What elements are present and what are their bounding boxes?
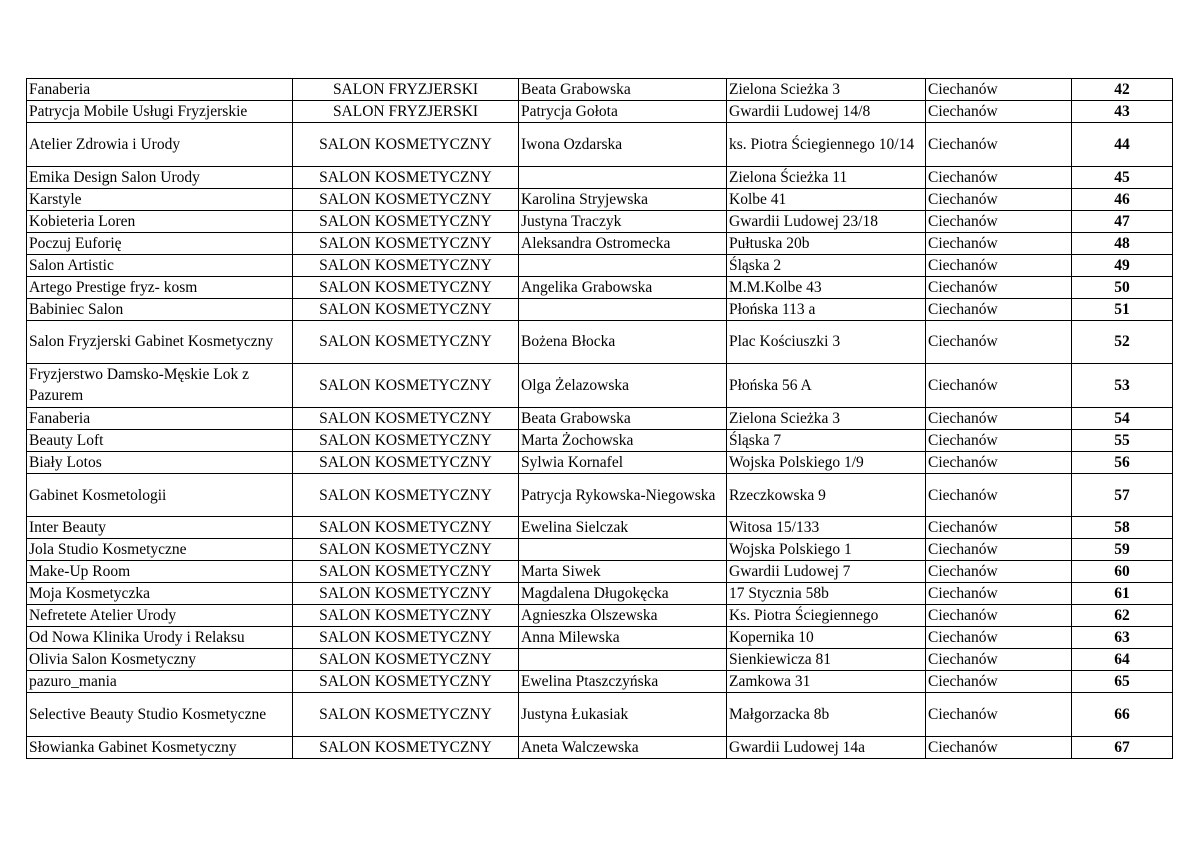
salon-name-cell: Fanaberia [27,79,293,101]
city-cell: Ciechanów [926,693,1072,737]
owner-name-cell [519,298,727,320]
row-number-cell: 59 [1072,539,1173,561]
salon-type-cell: SALON KOSMETYCZNY [293,627,519,649]
table-row [27,539,1173,561]
city-cell: Ciechanów [926,407,1072,429]
address-cell: Wojska Polskiego 1 [727,539,926,561]
salon-type-cell: SALON KOSMETYCZNY [293,473,519,517]
salon-type-cell: SALON KOSMETYCZNY [293,605,519,627]
address-cell: Zamkowa 31 [727,671,926,693]
owner-name-cell: Bożena Błocka [519,320,727,364]
owner-name-cell: Justyna Łukasiak [519,693,727,737]
city-cell: Ciechanów [926,517,1072,539]
table-row [27,188,1173,210]
owner-name-cell: Patrycja Rykowska-Niegowska [519,473,727,517]
row-number-cell: 50 [1072,276,1173,298]
owner-name-cell: Angelika Grabowska [519,276,727,298]
city-cell: Ciechanów [926,429,1072,451]
address-cell: Kopernika 10 [727,627,926,649]
salon-type-cell: SALON KOSMETYCZNY [293,188,519,210]
city-cell: Ciechanów [926,210,1072,232]
table-row [27,79,1173,101]
salon-type-cell: SALON KOSMETYCZNY [293,517,519,539]
row-number-cell: 51 [1072,298,1173,320]
salon-name-cell: Beauty Loft [27,429,293,451]
owner-name-cell: Justyna Traczyk [519,210,727,232]
row-number-cell: 57 [1072,473,1173,517]
table-row [27,671,1173,693]
address-cell: Małgorzacka 8b [727,693,926,737]
table-row [27,451,1173,473]
table-row [27,407,1173,429]
salon-type-cell: SALON KOSMETYCZNY [293,671,519,693]
table-row [27,693,1173,737]
row-number-cell: 53 [1072,364,1173,408]
salon-name-cell: Karstyle [27,188,293,210]
owner-name-cell: Beata Grabowska [519,79,727,101]
owner-name-cell [519,166,727,188]
address-cell: Gwardii Ludowej 14a [727,736,926,758]
address-cell: 17 Stycznia 58b [727,583,926,605]
address-cell: Zielona Scieżka 3 [727,407,926,429]
address-cell: Zielona Scieżka 3 [727,79,926,101]
address-cell: ks. Piotra Ściegiennego 10/14 [727,123,926,167]
row-number-cell: 54 [1072,407,1173,429]
salon-table [26,78,1173,759]
salon-name-cell: Fanaberia [27,407,293,429]
salon-type-cell: SALON KOSMETYCZNY [293,364,519,408]
city-cell: Ciechanów [926,79,1072,101]
address-cell: M.M.Kolbe 43 [727,276,926,298]
salon-name-cell: Inter Beauty [27,517,293,539]
city-cell: Ciechanów [926,320,1072,364]
row-number-cell: 46 [1072,188,1173,210]
salon-name-cell: Słowianka Gabinet Kosmetyczny [27,736,293,758]
salon-name-cell: Olivia Salon Kosmetyczny [27,649,293,671]
table-row [27,473,1173,517]
table-row [27,101,1173,123]
salon-name-cell: Gabinet Kosmetologii [27,473,293,517]
table-row [27,583,1173,605]
salon-type-cell: SALON KOSMETYCZNY [293,298,519,320]
row-number-cell: 52 [1072,320,1173,364]
salon-name-cell: Nefretete Atelier Urody [27,605,293,627]
row-number-cell: 44 [1072,123,1173,167]
row-number-cell: 65 [1072,671,1173,693]
salon-name-cell: Salon Artistic [27,254,293,276]
table-row [27,210,1173,232]
row-number-cell: 60 [1072,561,1173,583]
salon-type-cell: SALON KOSMETYCZNY [293,429,519,451]
owner-name-cell: Olga Żelazowska [519,364,727,408]
city-cell: Ciechanów [926,166,1072,188]
salon-name-cell: Babiniec Salon [27,298,293,320]
salon-name-cell: Od Nowa Klinika Urody i Relaksu [27,627,293,649]
owner-name-cell: Anna Milewska [519,627,727,649]
salon-type-cell: SALON KOSMETYCZNY [293,736,519,758]
table-row [27,429,1173,451]
owner-name-cell: Marta Siwek [519,561,727,583]
address-cell: Gwardii Ludowej 23/18 [727,210,926,232]
salon-type-cell: SALON KOSMETYCZNY [293,693,519,737]
salon-type-cell: SALON KOSMETYCZNY [293,407,519,429]
row-number-cell: 61 [1072,583,1173,605]
salon-name-cell: Patrycja Mobile Usługi Fryzjerskie [27,101,293,123]
row-number-cell: 55 [1072,429,1173,451]
owner-name-cell: Iwona Ozdarska [519,123,727,167]
salon-type-cell: SALON KOSMETYCZNY [293,276,519,298]
salon-type-cell: SALON KOSMETYCZNY [293,232,519,254]
table-row [27,364,1173,408]
city-cell: Ciechanów [926,561,1072,583]
row-number-cell: 43 [1072,101,1173,123]
city-cell: Ciechanów [926,276,1072,298]
salon-type-cell: SALON KOSMETYCZNY [293,539,519,561]
row-number-cell: 63 [1072,627,1173,649]
owner-name-cell: Patrycja Gołota [519,101,727,123]
table-row [27,298,1173,320]
city-cell: Ciechanów [926,364,1072,408]
owner-name-cell: Sylwia Kornafel [519,451,727,473]
table-row [27,123,1173,167]
city-cell: Ciechanów [926,298,1072,320]
salon-name-cell: Jola Studio Kosmetyczne [27,539,293,561]
table-row [27,320,1173,364]
salon-type-cell: SALON KOSMETYCZNY [293,320,519,364]
city-cell: Ciechanów [926,736,1072,758]
salon-name-cell: Kobieteria Loren [27,210,293,232]
salon-name-cell: Fryzjerstwo Damsko-Męskie Lok z Pazurem [27,364,293,408]
row-number-cell: 45 [1072,166,1173,188]
table-row [27,605,1173,627]
address-cell: Śląska 7 [727,429,926,451]
salon-name-cell: Artego Prestige fryz- kosm [27,276,293,298]
city-cell: Ciechanów [926,671,1072,693]
salon-type-cell: SALON KOSMETYCZNY [293,210,519,232]
table-row [27,166,1173,188]
salon-type-cell: SALON KOSMETYCZNY [293,561,519,583]
owner-name-cell: Aneta Walczewska [519,736,727,758]
owner-name-cell: Aleksandra Ostromecka [519,232,727,254]
owner-name-cell [519,649,727,671]
row-number-cell: 56 [1072,451,1173,473]
salon-name-cell: Make-Up Room [27,561,293,583]
address-cell: Pułtuska 20b [727,232,926,254]
address-cell: Zielona Ścieżka 11 [727,166,926,188]
salon-name-cell: Atelier Zdrowia i Urody [27,123,293,167]
salon-name-cell: pazuro_mania [27,671,293,693]
salon-table-body [27,79,1173,759]
address-cell: Witosa 15/133 [727,517,926,539]
row-number-cell: 47 [1072,210,1173,232]
address-cell: Płońska 113 a [727,298,926,320]
table-row [27,517,1173,539]
city-cell: Ciechanów [926,232,1072,254]
address-cell: Gwardii Ludowej 14/8 [727,101,926,123]
city-cell: Ciechanów [926,583,1072,605]
table-row [27,254,1173,276]
owner-name-cell: Marta Żochowska [519,429,727,451]
address-cell: Płońska 56 A [727,364,926,408]
salon-name-cell: Poczuj Euforię [27,232,293,254]
address-cell: Kolbe 41 [727,188,926,210]
owner-name-cell [519,254,727,276]
address-cell: Plac Kościuszki 3 [727,320,926,364]
salon-type-cell: SALON KOSMETYCZNY [293,583,519,605]
row-number-cell: 48 [1072,232,1173,254]
salon-name-cell: Selective Beauty Studio Kosmetyczne [27,693,293,737]
address-cell: Wojska Polskiego 1/9 [727,451,926,473]
address-cell: Sienkiewicza 81 [727,649,926,671]
city-cell: Ciechanów [926,188,1072,210]
salon-type-cell: SALON KOSMETYCZNY [293,254,519,276]
city-cell: Ciechanów [926,101,1072,123]
row-number-cell: 62 [1072,605,1173,627]
salon-type-cell: SALON FRYZJERSKI [293,101,519,123]
address-cell: Ks. Piotra Ściegiennego [727,605,926,627]
city-cell: Ciechanów [926,649,1072,671]
row-number-cell: 42 [1072,79,1173,101]
salon-name-cell: Moja Kosmetyczka [27,583,293,605]
city-cell: Ciechanów [926,627,1072,649]
row-number-cell: 58 [1072,517,1173,539]
salon-type-cell: SALON KOSMETYCZNY [293,166,519,188]
salon-name-cell: Salon Fryzjerski Gabinet Kosmetyczny [27,320,293,364]
owner-name-cell: Ewelina Sielczak [519,517,727,539]
owner-name-cell: Ewelina Ptaszczyńska [519,671,727,693]
table-row [27,561,1173,583]
city-cell: Ciechanów [926,254,1072,276]
salon-type-cell: SALON FRYZJERSKI [293,79,519,101]
owner-name-cell: Beata Grabowska [519,407,727,429]
city-cell: Ciechanów [926,473,1072,517]
address-cell: Rzeczkowska 9 [727,473,926,517]
city-cell: Ciechanów [926,605,1072,627]
city-cell: Ciechanów [926,123,1072,167]
table-row [27,736,1173,758]
table-row [27,232,1173,254]
salon-type-cell: SALON KOSMETYCZNY [293,649,519,671]
owner-name-cell [519,539,727,561]
salon-name-cell: Biały Lotos [27,451,293,473]
address-cell: Śląska 2 [727,254,926,276]
table-row [27,627,1173,649]
salon-type-cell: SALON KOSMETYCZNY [293,123,519,167]
owner-name-cell: Magdalena Długokęcka [519,583,727,605]
salon-type-cell: SALON KOSMETYCZNY [293,451,519,473]
salon-name-cell: Emika Design Salon Urody [27,166,293,188]
table-row [27,276,1173,298]
table-row [27,649,1173,671]
row-number-cell: 64 [1072,649,1173,671]
city-cell: Ciechanów [926,451,1072,473]
row-number-cell: 49 [1072,254,1173,276]
row-number-cell: 66 [1072,693,1173,737]
address-cell: Gwardii Ludowej 7 [727,561,926,583]
city-cell: Ciechanów [926,539,1072,561]
row-number-cell: 67 [1072,736,1173,758]
owner-name-cell: Agnieszka Olszewska [519,605,727,627]
owner-name-cell: Karolina Stryjewska [519,188,727,210]
